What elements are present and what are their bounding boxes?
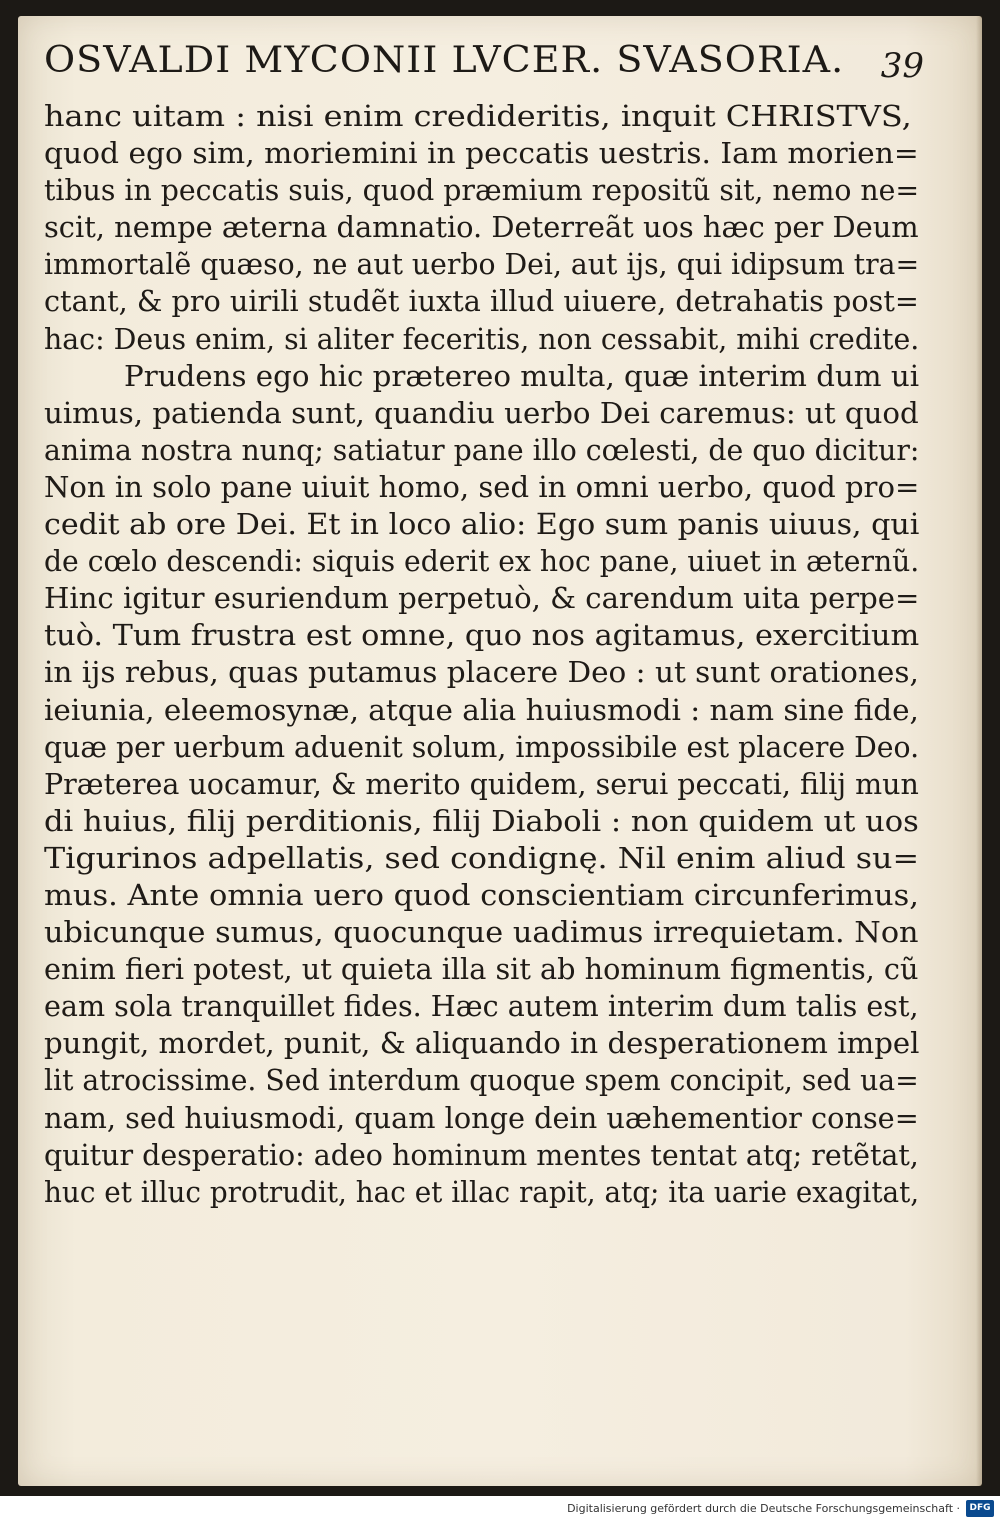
text-line: tuò. Tum frustra est omne, quo nos agitamus, exercitium: [44, 619, 920, 653]
text-line: Hinc igitur esuriendum perpetuò, & carendum uita perpe=: [44, 582, 920, 616]
text-line-paragraph-start: Prudens ego hic prætereo multa, quæ interim dum ui: [124, 359, 920, 393]
text-line: eam sola tranquillet fides. Hæc autem interim dum talis est,: [44, 990, 919, 1024]
text-line: mus. Ante omnia uero quod conscientiam circunferimus,: [44, 878, 919, 912]
text-line: cedit ab ore Dei. Et in loco alio: Ego sum panis uiuus, qui: [44, 508, 920, 542]
text-line: pungit, mordet, punit, & aliquando in desperationem impel: [44, 1027, 920, 1061]
body-text: [44, 98, 924, 1211]
page-number: 39: [880, 46, 924, 86]
text-line: di huius, filij perditionis, filij Diaboli : non quidem ut uos: [44, 804, 919, 838]
text-line: huc et illuc protrudit, hac et illac rapit, atq; ita uarie exagitat,: [44, 1175, 920, 1209]
page-edge-shadow: [976, 16, 982, 1486]
footer-bar: [0, 1496, 1000, 1523]
running-head-title: OSVALDI MYCONII LVCER. SVASORIA.: [44, 40, 845, 81]
text-line: quæ per uerbum aduenit solum, impossibile est placere Deo.: [44, 730, 920, 764]
text-line: scit, nempe æterna damnatio. Deterreãt uos hæc per Deum: [44, 211, 919, 245]
text-line: quitur desperatio: adeo hominum mentes tentat atq; retẽtat,: [44, 1138, 919, 1172]
text-line: hac: Deus enim, si aliter feceritis, non cessabit, mihi credite.: [44, 322, 920, 356]
text-line: ieiunia, eleemosynæ, atque alia huiusmodi : nam sine fide,: [44, 693, 919, 727]
text-line: immortalẽ quæso, ne aut uerbo Dei, aut ijs, qui idipsum tra=: [44, 248, 920, 282]
running-head: [44, 34, 924, 94]
text-line: Non in solo pane uiuit homo, sed in omni uerbo, quod pro=: [44, 470, 920, 504]
text-line: quod ego sim, moriemini in peccatis uestris. Iam morien=: [44, 137, 919, 171]
text-line: uimus, patienda sunt, quandiu uerbo Dei caremus: ut quod: [44, 396, 919, 430]
text-line: Præterea uocamur, & merito quidem, serui peccati, filij mun: [44, 767, 919, 801]
text-line: lit atrocissime. Sed interdum quoque spem concipit, sed ua=: [44, 1064, 919, 1098]
text-line: tibus in peccatis suis, quod præmium repositũ sit, nemo ne=: [44, 174, 920, 208]
text-line: de cœlo descendi: siquis ederit ex hoc pane, uiuet in æternũ.: [44, 545, 920, 579]
text-line: in ijs rebus, quas putamus placere Deo : ut sunt orationes,: [44, 656, 919, 690]
text-line: hanc uitam : nisi enim credideritis, inquit CHRISTVS,: [44, 100, 912, 133]
text-line: nam, sed huiusmodi, quam longe dein uæhementior conse=: [44, 1101, 919, 1135]
text-line: ctant, & pro uirili studẽt iuxta illud uiuere, detrahatis post=: [44, 285, 919, 319]
text-line: Tigurinos adpellatis, sed condignę. Nil enim aliud su=: [44, 841, 920, 875]
funding-credit: Digitalisierung gefördert durch die Deutsche Forschungsgemeinschaft ·: [567, 1502, 960, 1515]
text-line: enim fieri potest, ut quieta illa sit ab hominum figmentis, cũ: [44, 953, 919, 987]
text-line: ubicunque sumus, quocunque uadimus irrequietam. Non: [44, 916, 919, 950]
dfg-logo: DFG: [966, 1500, 994, 1517]
text-line: anima nostra nunq; satiatur pane illo cœlesti, de quo dicitur:: [44, 433, 920, 467]
